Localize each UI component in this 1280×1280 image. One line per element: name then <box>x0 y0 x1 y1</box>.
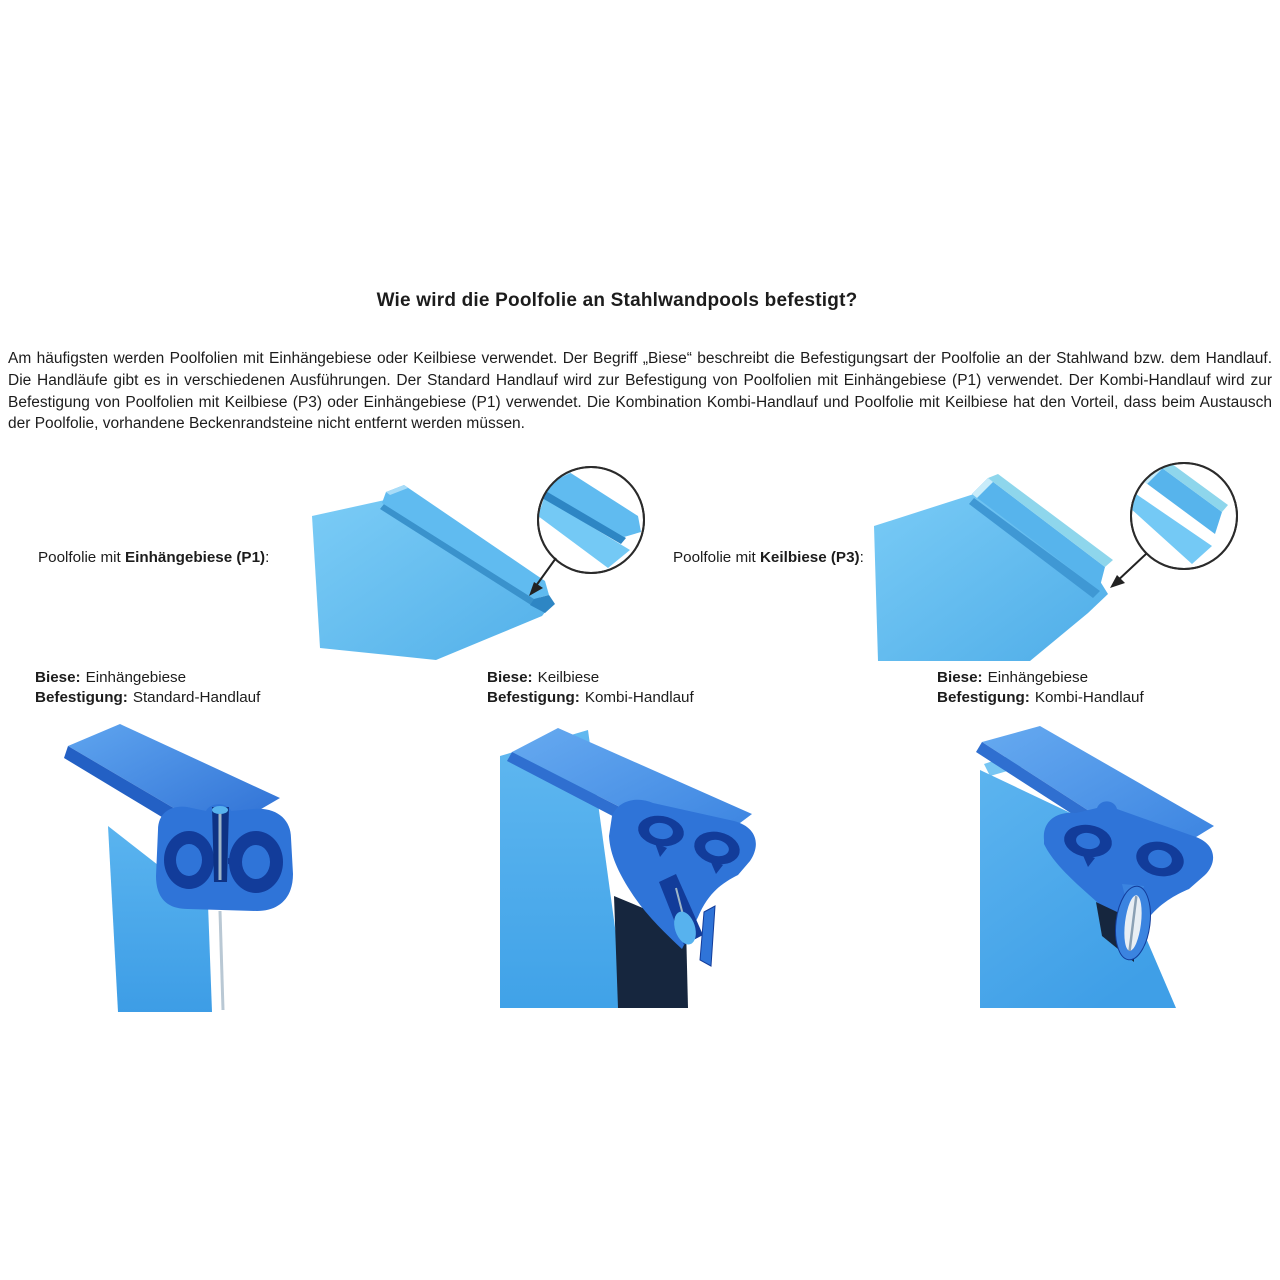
figure-label-prefix: Poolfolie mit <box>38 549 121 566</box>
biese-value: Einhängebiese <box>85 669 187 686</box>
befestigung-value: Kombi-Handlauf <box>584 689 694 706</box>
left-chamber-ring <box>176 844 202 876</box>
befestigung-value: Kombi-Handlauf <box>1034 689 1144 706</box>
befestigung-label: Befestigung: <box>487 689 580 706</box>
figure-label-prefix: Poolfolie mit <box>673 549 756 566</box>
befestigung-value: Standard-Handlauf <box>132 689 261 706</box>
liner-bead-top <box>212 806 228 814</box>
callout-arrow-icon <box>1110 554 1146 588</box>
standard-handlauf-image <box>60 712 380 1012</box>
biese-value: Einhängebiese <box>987 669 1089 686</box>
kombi-handlauf-keilbiese-image <box>498 708 818 1008</box>
right-chamber-ring <box>242 845 270 879</box>
kombi-handlauf-einhaengebiese-image <box>948 708 1278 1008</box>
biese-label: Biese: <box>35 669 81 686</box>
intro-paragraph: Am häufigsten werden Poolfolien mit Einhängebiese oder Keilbiese verwendet. Der Begriff „Biese“ beschreibt die Befestigungsart der Poolfolie an der Stahlwand bzw. dem Handlauf. Die Handläufe gibt es in verschiedenen Ausführungen. Der Standard Handlauf wird zur Befestigung von Poolfolien mit Einhängebiese (P1) verwendet. Der Kombi-Handlauf wird zur Befestigung von Poolfolien mit Keilbiese (P3) oder Einhängebiese (P1) verwendet. Die Kombination Kombi-Handlauf und Poolfolie mit Keilbiese hat den Vorteil, dass beim Austausch der Poolfolie, vorhandene Beckenrandsteine nicht entfernt werden müssen. <box>8 350 1272 433</box>
variant-caption-kombi-keilbiese <box>487 668 694 708</box>
figure-label-keilbiese: Poolfolie mit Keilbiese (P3): <box>673 549 864 566</box>
biese-label: Biese: <box>487 669 533 686</box>
befestigung-label: Befestigung: <box>937 689 1030 706</box>
liner-keilbiese-illustration <box>862 448 1247 663</box>
biese-label: Biese: <box>937 669 983 686</box>
befestigung-label: Befestigung: <box>35 689 128 706</box>
variant-caption-standard <box>35 668 260 708</box>
steel-wall-below <box>220 911 223 1010</box>
page-title: Wie wird die Poolfolie an Stahlwandpools befestigt? <box>376 290 858 311</box>
biese-value: Keilbiese <box>537 669 600 686</box>
variant-caption-kombi-einhaengebiese <box>937 668 1144 708</box>
figure-label-bold: Keilbiese (P3) <box>759 549 860 566</box>
figure-label-einhaengebiese: Poolfolie mit Einhängebiese (P1): <box>38 549 270 566</box>
figure-label-bold: Einhängebiese (P1) <box>124 549 266 566</box>
profile-right-flap <box>700 906 715 966</box>
liner-einhaengebiese-illustration <box>298 452 658 662</box>
